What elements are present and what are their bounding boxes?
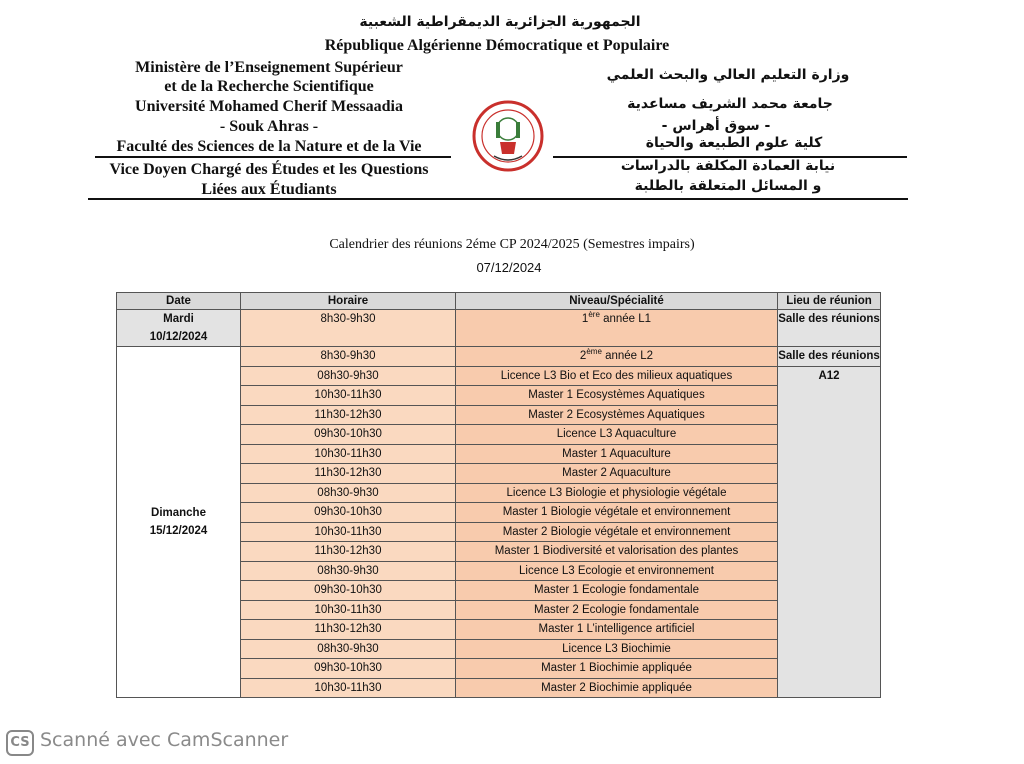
level-cell: Master 1 L’intelligence artificiel (456, 620, 778, 640)
level-rest: année L1 (599, 313, 652, 325)
level-cell: Licence L3 Ecologie et environnement (456, 561, 778, 581)
header-rule-left (95, 156, 451, 158)
date-cell-day1 (117, 310, 241, 347)
level-cell: Master 2 Biochimie appliquée (456, 678, 778, 698)
table-row (117, 310, 881, 347)
city-fr: - Souk Ahras - (219, 118, 319, 135)
level-cell: Master 2 Biologie végétale et environnement (456, 522, 778, 542)
vice-dean-ar-line1: نيابة العمادة المكلفة بالدراسات (620, 158, 836, 174)
meeting-schedule-table (116, 292, 881, 698)
day2-date: 15/12/2024 (149, 525, 208, 537)
level-cell: Master 1 Biochimie appliquée (456, 659, 778, 679)
header-level: Niveau/Spécialité (456, 293, 778, 310)
camscanner-watermark: Scanné avec CamScanner (40, 729, 289, 751)
table-header-row (117, 293, 881, 310)
level-cell: Licence L3 Aquaculture (456, 425, 778, 445)
ministry-fr-line2: et de la Recherche Scientifique (164, 78, 374, 95)
vice-dean-ar-line2: و المسائل المتعلقة بالطلبة (634, 178, 822, 194)
time-cell: 08h30-9h30 (241, 483, 456, 503)
faculty-ar: كلية علوم الطبيعة والحياة (645, 135, 823, 151)
republic-arabic: الجمهورية الجزائرية الديمقراطية الشعبية (359, 14, 641, 30)
time-cell: 11h30-12h30 (241, 542, 456, 562)
level-cell: Master 1 Aquaculture (456, 444, 778, 464)
level-cell: Master 1 Biodiversité et valorisation des plantes (456, 542, 778, 562)
place-cell-group: A12 (778, 366, 881, 698)
header-rule-right (553, 156, 907, 158)
level-cell: Master 1 Ecologie fondamentale (456, 581, 778, 601)
level-cell: Licence L3 Bio et Eco des milieux aquatiques (456, 366, 778, 386)
camscanner-logo-icon: CS (6, 730, 34, 756)
level-cell: Licence L3 Biologie et physiologie végétale (456, 483, 778, 503)
time-cell: 10h30-11h30 (241, 600, 456, 620)
ministry-ar: وزارة التعليم العالي والبحث العلمي (606, 67, 850, 83)
time-cell: 10h30-11h30 (241, 444, 456, 464)
place-cell: Salle des réunions (778, 310, 881, 347)
day2-weekday: Dimanche (151, 507, 206, 519)
level-cell: Master 2 Aquaculture (456, 464, 778, 484)
time-cell: 11h30-12h30 (241, 405, 456, 425)
time-cell: 10h30-11h30 (241, 522, 456, 542)
level-rest: année L2 (601, 350, 654, 363)
time-cell: 08h30-9h30 (241, 366, 456, 386)
faculty-fr: Faculté des Sciences de la Nature et de la Vie (116, 138, 422, 155)
day1-date: 10/12/2024 (149, 331, 208, 343)
level-sup: ème (586, 347, 602, 357)
level-cell: Licence L3 Biochimie (456, 639, 778, 659)
header-date: Date (117, 293, 241, 310)
university-ar: جامعة محمد الشريف مساعدية (627, 96, 833, 112)
university-fr: Université Mohamed Cherif Messaadia (135, 98, 403, 115)
level-cell: Master 1 Biologie végétale et environnement (456, 503, 778, 523)
time-cell: 08h30-9h30 (241, 561, 456, 581)
level-num: 1 (581, 313, 589, 325)
republic-french: République Algérienne Démocratique et Populaire (324, 37, 670, 54)
level-cell (456, 310, 778, 347)
time-cell: 09h30-10h30 (241, 581, 456, 601)
place-cell: Salle des réunions (778, 347, 881, 367)
level-sup: ère (588, 310, 600, 320)
time-cell: 10h30-11h30 (241, 678, 456, 698)
level-cell: Master 1 Ecosystèmes Aquatiques (456, 386, 778, 406)
time-cell: 8h30-9h30 (241, 347, 456, 367)
level-cell (456, 347, 778, 367)
vice-dean-fr-line1: Vice Doyen Chargé des Études et les Questions (109, 161, 429, 178)
time-cell: 11h30-12h30 (241, 620, 456, 640)
time-cell: 08h30-9h30 (241, 639, 456, 659)
level-cell: Master 2 Ecosystèmes Aquatiques (456, 405, 778, 425)
university-seal-icon (470, 98, 546, 174)
table-row (117, 347, 881, 367)
date-cell-day2 (117, 347, 241, 698)
time-cell: 09h30-10h30 (241, 425, 456, 445)
time-cell: 11h30-12h30 (241, 464, 456, 484)
header-time: Horaire (241, 293, 456, 310)
vice-dean-fr-line2: Liées aux Étudiants (201, 181, 337, 198)
city-ar: - سوق أهراس - (661, 118, 771, 134)
ministry-fr-line1: Ministère de l’Enseignement Supérieur (135, 59, 403, 76)
level-cell: Master 2 Ecologie fondamentale (456, 600, 778, 620)
calendar-title: Calendrier des réunions 2éme CP 2024/2025 (Semestres impairs) (329, 237, 695, 252)
level-num: 2 (579, 350, 587, 363)
time-cell: 09h30-10h30 (241, 659, 456, 679)
day1-weekday: Mardi (163, 313, 194, 325)
header-place: Lieu de réunion (778, 293, 881, 310)
time-cell: 10h30-11h30 (241, 386, 456, 406)
time-cell: 09h30-10h30 (241, 503, 456, 523)
calendar-date: 07/12/2024 (476, 260, 542, 275)
header-rule-bottom (88, 198, 908, 200)
time-cell: 8h30-9h30 (241, 310, 456, 347)
